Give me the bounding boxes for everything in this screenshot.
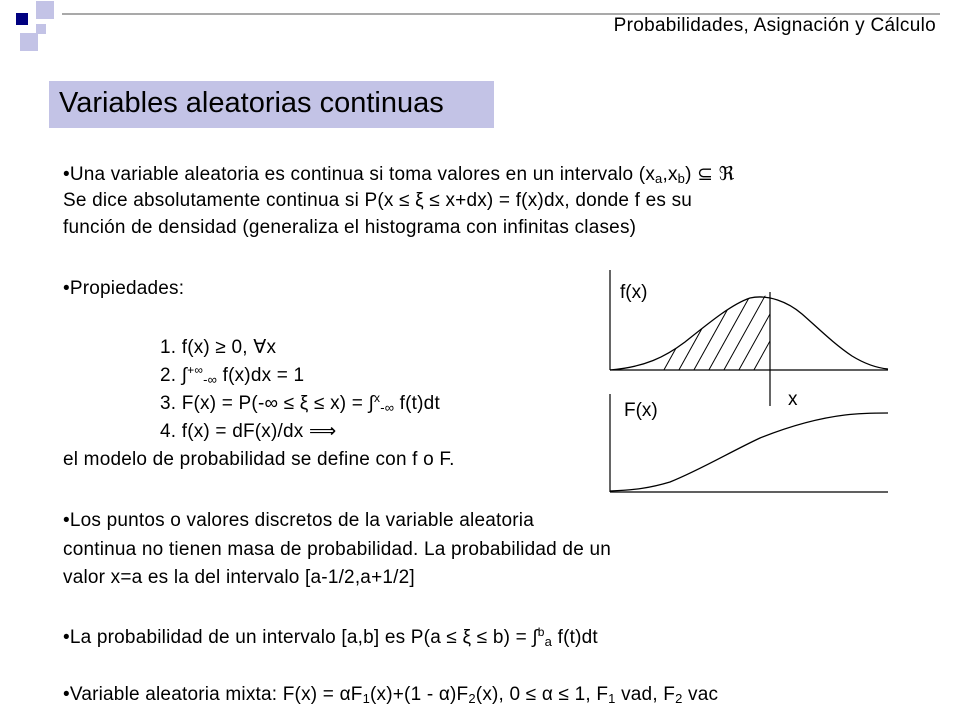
corner-square-dark (16, 13, 28, 25)
cdf-curve (610, 413, 888, 491)
properties-heading: •Propiedades: (63, 278, 185, 299)
property-4: 4. f(x) = dF(x)/dx ⟹ (160, 421, 337, 442)
mixed-variable: •Variable aleatoria mixta: $F(x) = \alpha F_1(x)+(1 - \alpha)F_2(x)$, 0 ≤ α ≤ 1, $F_1$ vad, $F_2$ vac (63, 684, 719, 706)
intro-line-2: Se dice absolutamente continua si P(x ≤ ξ ≤ x+dx) = f(x)dx, donde f es su (63, 190, 693, 211)
discrete-line-1: •Los puntos o valores discretos de la variable aleatoria (63, 510, 534, 531)
density-label: f(x) (620, 282, 648, 303)
discrete-line-3: valor x=a es la del intervalo [a-1/2,a+1/2] (63, 567, 415, 588)
properties-conclusion: el modelo de probabilidad se define con f o F. (63, 449, 455, 470)
slide-title: Variables aleatorias continuas (59, 87, 444, 119)
x-label: x (788, 389, 798, 410)
density-curve (610, 297, 888, 370)
density-cdf-figure (590, 262, 890, 502)
corner-square-light-3 (20, 33, 38, 51)
intro-line-3: función de densidad (generaliza el histograma con infinitas clases) (63, 217, 637, 238)
interval-probability: •La probabilidad de un intervalo [a,b] es P(a ≤ ξ ≤ b) = ∫$^b_a$ f(t)dt (63, 625, 598, 649)
property-1: 1. f(x) ≥ 0, ∀x (160, 337, 277, 358)
intro-line-1: •Una variable aleatoria es continua si toma valores en un intervalo $(x_a,x_b)$ ⊆ ℜ (63, 164, 735, 186)
property-2: 2. $\int^{+\infty}_{-\infty}$ f(x)dx = 1 (160, 363, 305, 387)
slide-title-box (49, 81, 494, 128)
corner-square-light-1 (36, 1, 54, 19)
discrete-line-2: continua no tienen masa de probabilidad. La probabilidad de un (63, 539, 611, 560)
property-3: 3. F(x) = P(-∞ ≤ ξ ≤ x) = ∫$^x_{-\infty}$ f(t)dt (160, 391, 440, 415)
cdf-label: F(x) (624, 400, 658, 421)
header-title: Probabilidades, Asignación y Cálculo (613, 15, 936, 36)
